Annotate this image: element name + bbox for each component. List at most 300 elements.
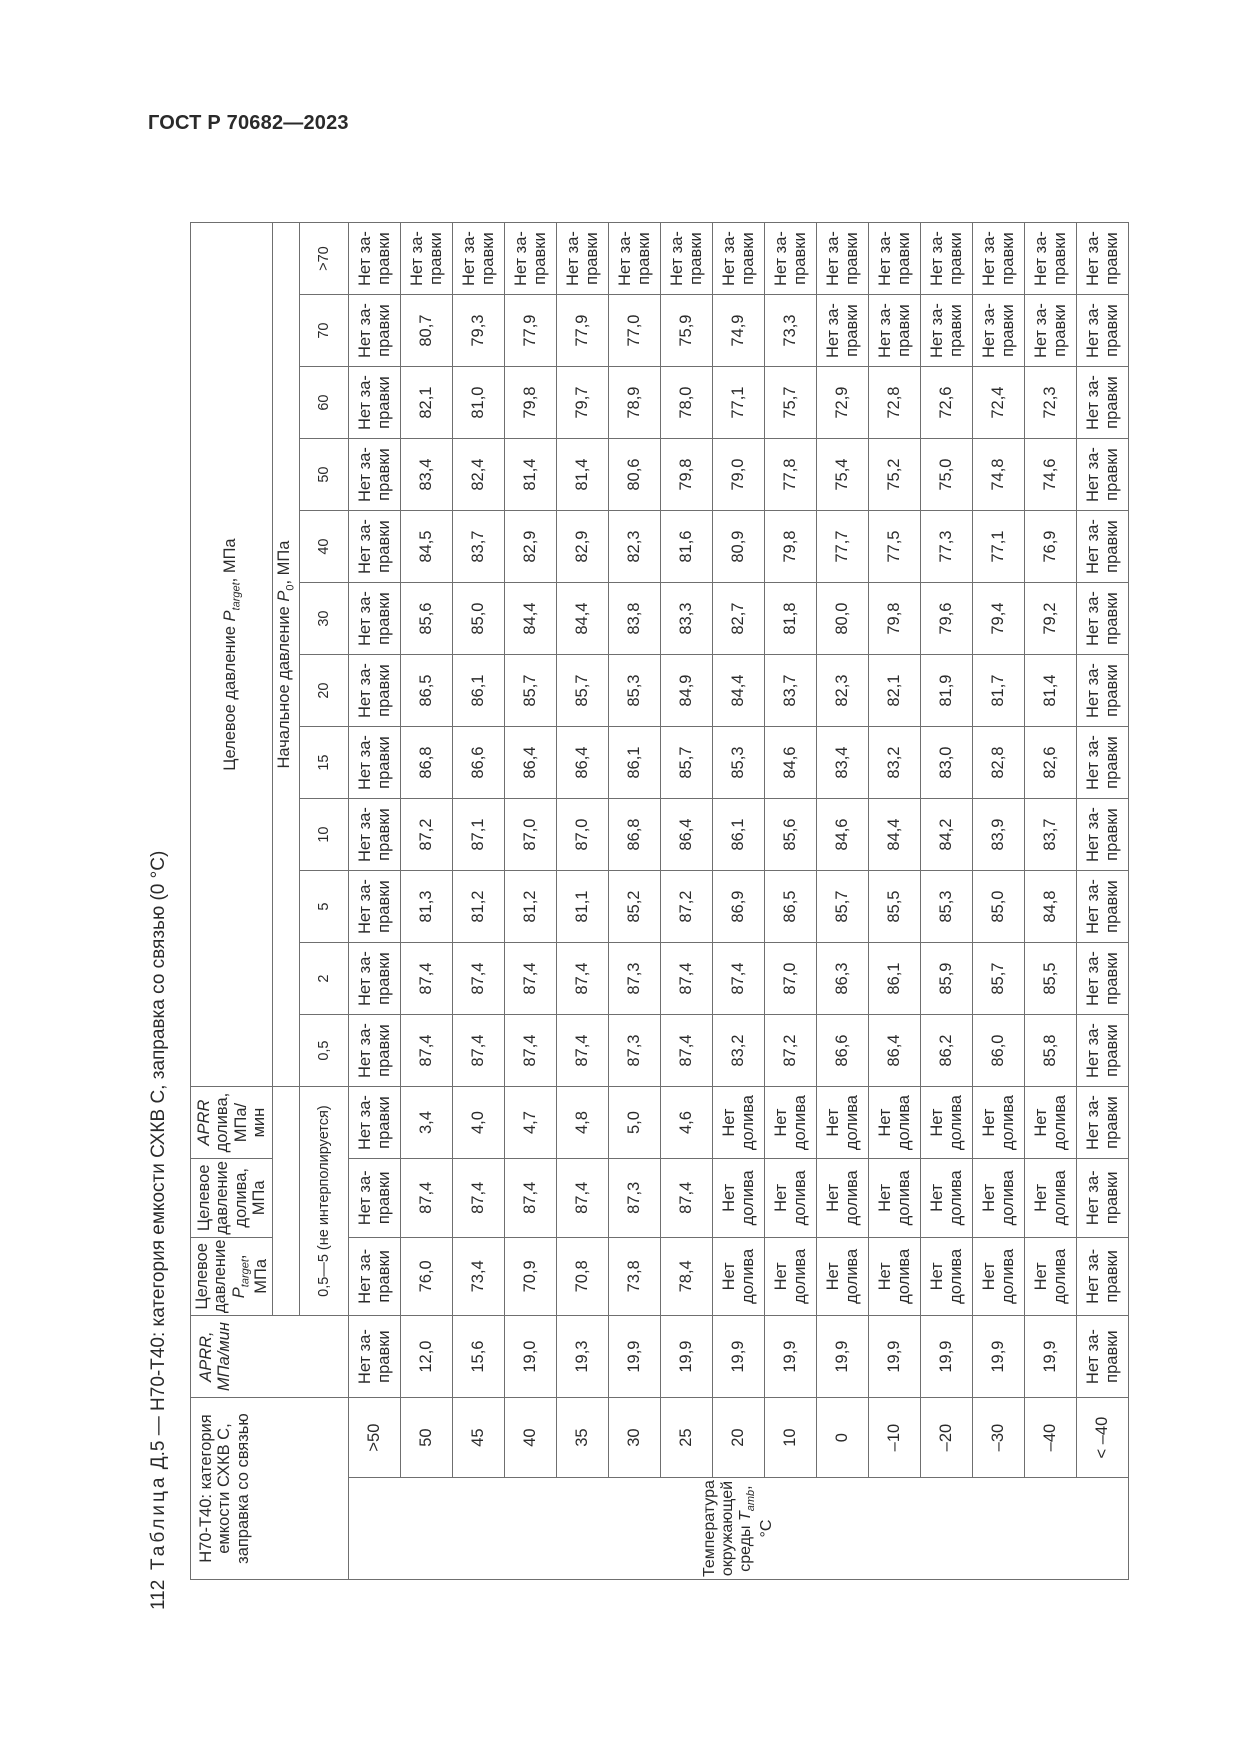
topoff-target-cell: Нет за-правки <box>349 1159 401 1238</box>
pressure-value-cell: 77,9 <box>557 295 609 367</box>
pressure-value-cell: Нет за-правки <box>349 223 401 295</box>
temperature-cell: 50 <box>401 1398 453 1478</box>
pressure-value-cell: 85,5 <box>1025 943 1077 1015</box>
pressure-value-cell: 87,4 <box>661 1015 713 1087</box>
target-pressure-group-header <box>191 223 273 1087</box>
pressure-value-cell: 72,8 <box>869 367 921 439</box>
pressure-value-cell: 87,4 <box>505 943 557 1015</box>
pressure-value-cell: Нет за-правки <box>869 295 921 367</box>
pressure-value-cell: 84,4 <box>869 799 921 871</box>
pressure-value-cell: Нет за-правки <box>1077 871 1129 943</box>
pressure-value-cell: 85,3 <box>609 655 661 727</box>
pressure-value-cell: 81,2 <box>505 871 557 943</box>
topoff-target-cell: 87,3 <box>609 1159 661 1238</box>
pressure-value-cell: 82,6 <box>1025 727 1077 799</box>
temperature-cell: 40 <box>505 1398 557 1478</box>
topoff-aprr-cell: Нет долива <box>973 1087 1025 1159</box>
aprr-cell: 19,9 <box>1025 1316 1077 1398</box>
pressure-value-cell: 79,8 <box>661 439 713 511</box>
temperature-cell: 0 <box>817 1398 869 1478</box>
pressure-value-cell: Нет за-правки <box>1077 799 1129 871</box>
pressure-value-cell: 83,4 <box>401 439 453 511</box>
table-row <box>869 223 921 1580</box>
pressure-value-cell: 83,9 <box>973 799 1025 871</box>
pressure-value-cell: 75,2 <box>869 439 921 511</box>
p0-column-header: 70 <box>300 295 349 367</box>
header-spacer <box>273 1087 300 1316</box>
pressure-value-cell: 87,4 <box>713 943 765 1015</box>
pressure-value-cell: 86,3 <box>817 943 869 1015</box>
rotated-table-region <box>148 160 1148 1610</box>
temperature-cell: 10 <box>765 1398 817 1478</box>
pressure-value-cell: 84,9 <box>661 655 713 727</box>
pressure-value-cell: 86,8 <box>401 727 453 799</box>
pressure-value-cell: 74,6 <box>1025 439 1077 511</box>
pressure-value-cell: 80,9 <box>713 511 765 583</box>
pressure-value-cell: 82,3 <box>609 511 661 583</box>
pressure-value-cell: 86,5 <box>765 871 817 943</box>
pressure-value-cell: 85,0 <box>973 871 1025 943</box>
pressure-value-cell: 85,3 <box>713 727 765 799</box>
no-interpolation-header: 0,5—5 (не интерполируется) <box>300 1087 349 1316</box>
p0-column-header: 5 <box>300 871 349 943</box>
pressure-value-cell: 82,1 <box>401 367 453 439</box>
aprr-cell: 19,9 <box>713 1316 765 1398</box>
target-pressure-group-text: Целевое давление <box>220 621 239 771</box>
pressure-value-cell: 79,8 <box>869 583 921 655</box>
topoff-aprr-cell: Нет долива <box>765 1087 817 1159</box>
target-pressure-cell: Нет за-правки <box>1077 1237 1129 1316</box>
pressure-value-cell: 77,7 <box>817 511 869 583</box>
aprr-cell: Нет за-правки <box>1077 1316 1129 1398</box>
pressure-value-cell: Нет за-правки <box>401 223 453 295</box>
target-pressure-col-text: Целевое давление <box>193 1239 230 1314</box>
target-pressure-cell: Нет долива <box>973 1237 1025 1316</box>
table-row <box>817 223 869 1580</box>
pressure-value-cell: 81,6 <box>661 511 713 583</box>
pressure-value-cell: 82,1 <box>869 655 921 727</box>
temperature-cell: 25 <box>661 1398 713 1478</box>
temperature-cell: 45 <box>453 1398 505 1478</box>
pressure-value-cell: 87,4 <box>401 1015 453 1087</box>
pressure-value-cell: 75,9 <box>661 295 713 367</box>
target-pressure-col-header <box>191 1237 273 1316</box>
p0-column-header: 20 <box>300 655 349 727</box>
pressure-value-cell: Нет за-правки <box>349 511 401 583</box>
p0-column-header: 40 <box>300 511 349 583</box>
pressure-value-cell: 81,8 <box>765 583 817 655</box>
target-pressure-group-subscript: target <box>230 582 242 611</box>
pressure-value-cell: 84,4 <box>557 583 609 655</box>
pressure-value-cell: 85,9 <box>921 943 973 1015</box>
pressure-value-cell: 87,4 <box>557 1015 609 1087</box>
pressure-value-cell: 87,4 <box>505 1015 557 1087</box>
pressure-value-cell: 87,4 <box>661 943 713 1015</box>
temperature-cell: –10 <box>869 1398 921 1478</box>
pressure-value-cell: 81,7 <box>973 655 1025 727</box>
pressure-value-cell: Нет за-правки <box>661 223 713 295</box>
topoff-target-cell: Нет долива <box>713 1159 765 1238</box>
pressure-value-cell: 77,1 <box>973 511 1025 583</box>
pressure-value-cell: Нет за-правки <box>349 295 401 367</box>
pressure-value-cell: 83,8 <box>609 583 661 655</box>
topoff-target-cell: Нет за-правки <box>1077 1159 1129 1238</box>
pressure-value-cell: Нет за-правки <box>349 943 401 1015</box>
pressure-value-cell: Нет за-правки <box>1077 583 1129 655</box>
pressure-value-cell: Нет за-правки <box>1077 439 1129 511</box>
temperature-cell: –30 <box>973 1398 1025 1478</box>
pressure-value-cell: 87,1 <box>453 799 505 871</box>
topoff-target-cell: 87,4 <box>557 1159 609 1238</box>
pressure-value-cell: 79,8 <box>505 367 557 439</box>
target-pressure-cell: 70,9 <box>505 1237 557 1316</box>
pressure-value-cell: Нет за-правки <box>817 223 869 295</box>
table-title <box>148 851 170 1570</box>
pressure-value-cell: 81,4 <box>505 439 557 511</box>
pressure-value-cell: 82,3 <box>817 655 869 727</box>
pressure-value-cell: 85,6 <box>401 583 453 655</box>
pressure-value-cell: 86,4 <box>505 727 557 799</box>
pressure-value-cell: 83,0 <box>921 727 973 799</box>
target-pressure-group-unit: , МПа <box>220 538 239 583</box>
pressure-value-cell: 82,7 <box>713 583 765 655</box>
target-pressure-cell: 73,4 <box>453 1237 505 1316</box>
document-header: ГОСТ Р 70682—2023 <box>148 112 349 134</box>
pressure-value-cell: Нет за-правки <box>349 727 401 799</box>
target-pressure-cell: Нет долива <box>713 1237 765 1316</box>
pressure-value-cell: 79,2 <box>1025 583 1077 655</box>
pressure-value-cell: 76,9 <box>1025 511 1077 583</box>
pressure-value-cell: 87,2 <box>661 871 713 943</box>
aprr-cell: Нет за-правки <box>349 1316 401 1398</box>
pressure-value-cell: Нет за-правки <box>973 223 1025 295</box>
pressure-value-cell: Нет за-правки <box>1077 223 1129 295</box>
pressure-value-cell: Нет за-правки <box>1077 511 1129 583</box>
topoff-aprr-cell: Нет за-правки <box>349 1087 401 1159</box>
topoff-aprr-cell: 4,7 <box>505 1087 557 1159</box>
topoff-aprr-cell: Нет долива <box>869 1087 921 1159</box>
initial-pressure-subscript: 0 <box>284 584 297 591</box>
pressure-value-cell: 87,4 <box>453 1015 505 1087</box>
pressure-value-cell: 87,0 <box>505 799 557 871</box>
pressure-value-cell: 77,9 <box>505 295 557 367</box>
pressure-value-cell: 83,4 <box>817 727 869 799</box>
pressure-value-cell: Нет за-правки <box>921 295 973 367</box>
pressure-value-cell: 81,0 <box>453 367 505 439</box>
p0-column-header: 15 <box>300 727 349 799</box>
pressure-value-cell: 81,9 <box>921 655 973 727</box>
pressure-value-cell: 85,5 <box>869 871 921 943</box>
temperature-cell: >50 <box>349 1398 401 1478</box>
pressure-value-cell: 80,7 <box>401 295 453 367</box>
topoff-target-cell: Нет долива <box>765 1159 817 1238</box>
pressure-value-cell: 79,6 <box>921 583 973 655</box>
pressure-value-cell: 87,3 <box>609 943 661 1015</box>
pressure-value-cell: 83,2 <box>869 727 921 799</box>
pressure-value-cell: 80,0 <box>817 583 869 655</box>
topoff-aprr-cell: 5,0 <box>609 1087 661 1159</box>
pressure-value-cell: 86,4 <box>661 799 713 871</box>
pressure-value-cell: Нет за-правки <box>1077 727 1129 799</box>
aprr-cell: 15,6 <box>453 1316 505 1398</box>
target-pressure-group-symbol: P <box>220 610 239 622</box>
table-row <box>921 223 973 1580</box>
p0-column-header: 50 <box>300 439 349 511</box>
ambient-temperature-subscript: amb <box>745 1489 758 1512</box>
pressure-value-cell: 84,6 <box>765 727 817 799</box>
pressure-value-cell: 75,7 <box>765 367 817 439</box>
pressure-value-cell: 84,2 <box>921 799 973 871</box>
aprr-cell: 19,9 <box>661 1316 713 1398</box>
pressure-value-cell: 81,4 <box>557 439 609 511</box>
pressure-value-cell: 87,3 <box>609 1015 661 1087</box>
pressure-value-cell: 78,9 <box>609 367 661 439</box>
pressure-value-cell: 82,8 <box>973 727 1025 799</box>
p0-column-header: 10 <box>300 799 349 871</box>
pressure-value-cell: Нет за-правки <box>349 367 401 439</box>
pressure-value-cell: Нет за-правки <box>1025 223 1077 295</box>
table-row <box>1077 223 1129 1580</box>
pressure-value-cell: 74,9 <box>713 295 765 367</box>
pressure-value-cell: 81,2 <box>453 871 505 943</box>
pressure-value-cell: 86,4 <box>557 727 609 799</box>
temperature-cell: –20 <box>921 1398 973 1478</box>
pressure-value-cell: 84,4 <box>713 655 765 727</box>
topoff-aprr-cell: Нет за-правки <box>1077 1087 1129 1159</box>
aprr-cell: 19,9 <box>869 1316 921 1398</box>
table-row <box>401 223 453 1580</box>
pressure-value-cell: 84,8 <box>1025 871 1077 943</box>
pressure-value-cell: 79,0 <box>713 439 765 511</box>
topoff-aprr-cell: Нет долива <box>1025 1087 1077 1159</box>
pressure-value-cell: 72,3 <box>1025 367 1077 439</box>
target-pressure-cell: 78,4 <box>661 1237 713 1316</box>
table-row <box>349 223 401 1580</box>
topoff-aprr-cell: 4,6 <box>661 1087 713 1159</box>
pressure-value-cell: 83,7 <box>453 511 505 583</box>
initial-pressure-unit: , МПа <box>275 540 294 585</box>
p0-column-header: 30 <box>300 583 349 655</box>
temperature-cell: 20 <box>713 1398 765 1478</box>
pressure-value-cell: 87,2 <box>401 799 453 871</box>
pressure-value-cell: 85,7 <box>505 655 557 727</box>
pressure-value-cell: Нет за-правки <box>1077 655 1129 727</box>
pressure-value-cell: 82,9 <box>505 511 557 583</box>
table-title-prefix: Таблица <box>148 1474 169 1570</box>
temperature-cell: < –40 <box>1077 1398 1129 1478</box>
topoff-aprr-cell: Нет долива <box>921 1087 973 1159</box>
aprr-cell: 19,0 <box>505 1316 557 1398</box>
aprr-cell: 19,9 <box>973 1316 1025 1398</box>
ambient-temperature-unit: , °С <box>737 1485 775 1538</box>
table-row <box>557 223 609 1580</box>
pressure-value-cell: 85,7 <box>973 943 1025 1015</box>
pressure-value-cell: 87,0 <box>765 943 817 1015</box>
pressure-value-cell: 85,8 <box>1025 1015 1077 1087</box>
pressure-value-cell: 85,3 <box>921 871 973 943</box>
pressure-value-cell: 87,4 <box>557 943 609 1015</box>
pressure-value-cell: 86,9 <box>713 871 765 943</box>
table-row <box>765 223 817 1580</box>
pressure-value-cell: 72,4 <box>973 367 1025 439</box>
topoff-target-cell: Нет долива <box>869 1159 921 1238</box>
table-title-text: Д.5 — Н70-Т40: категория емкости СХКВ С, заправка со связью (0 °С) <box>148 850 169 1470</box>
topoff-target-cell: 87,4 <box>505 1159 557 1238</box>
target-pressure-cell: Нет долива <box>765 1237 817 1316</box>
topoff-target-cell: 87,4 <box>453 1159 505 1238</box>
topoff-target-cell: 87,4 <box>661 1159 713 1238</box>
pressure-value-cell: Нет за-правки <box>1077 1015 1129 1087</box>
pressure-value-cell: 79,3 <box>453 295 505 367</box>
pressure-value-cell: 87,4 <box>401 943 453 1015</box>
aprr-cell: 19,3 <box>557 1316 609 1398</box>
ambient-temperature-label <box>349 1478 1129 1580</box>
pressure-value-cell: 72,9 <box>817 367 869 439</box>
aprr-cell: 19,9 <box>921 1316 973 1398</box>
topoff-target-cell: Нет долива <box>817 1159 869 1238</box>
pressure-value-cell: 83,3 <box>661 583 713 655</box>
page-number: 112 <box>148 1579 169 1610</box>
pressure-value-cell: 77,8 <box>765 439 817 511</box>
pressure-value-cell: 85,6 <box>765 799 817 871</box>
aprr-cell: 19,9 <box>765 1316 817 1398</box>
target-pressure-cell: Нет долива <box>817 1237 869 1316</box>
pressure-value-cell: 87,4 <box>453 943 505 1015</box>
pressure-value-cell: 82,4 <box>453 439 505 511</box>
topoff-target-cell: Нет долива <box>973 1159 1025 1238</box>
pressure-value-cell: 80,6 <box>609 439 661 511</box>
p0-column-header: 0,5 <box>300 1015 349 1087</box>
pressure-value-cell: Нет за-правки <box>1025 295 1077 367</box>
pressure-value-cell: Нет за-правки <box>349 871 401 943</box>
pressure-value-cell: Нет за-правки <box>973 295 1025 367</box>
pressure-value-cell: 85,7 <box>817 871 869 943</box>
pressure-value-cell: 86,6 <box>453 727 505 799</box>
pressure-value-cell: Нет за-правки <box>869 223 921 295</box>
aprr-cell: 12,0 <box>401 1316 453 1398</box>
initial-pressure-text: Начальное давление <box>275 601 294 769</box>
pressure-value-cell: 73,3 <box>765 295 817 367</box>
pressure-value-cell: 78,0 <box>661 367 713 439</box>
pressure-value-cell: 81,4 <box>1025 655 1077 727</box>
pressure-value-cell: 79,8 <box>765 511 817 583</box>
pressure-value-cell: 83,7 <box>765 655 817 727</box>
pressure-value-cell: 72,6 <box>921 367 973 439</box>
pressure-value-cell: 86,1 <box>453 655 505 727</box>
pressure-value-cell: Нет за-правки <box>349 799 401 871</box>
pressure-value-cell: 85,7 <box>661 727 713 799</box>
topoff-target-col-header: Целевое давление долива, МПа <box>191 1159 273 1238</box>
topoff-target-cell: Нет долива <box>921 1159 973 1238</box>
pressure-value-cell: 79,7 <box>557 367 609 439</box>
pressure-value-cell: Нет за-правки <box>349 1015 401 1087</box>
pressure-value-cell: 77,0 <box>609 295 661 367</box>
table-row <box>713 223 765 1580</box>
pressure-value-cell: Нет за-правки <box>817 295 869 367</box>
pressure-value-cell: Нет за-правки <box>1077 295 1129 367</box>
pressure-value-cell: 86,0 <box>973 1015 1025 1087</box>
pressure-value-cell: 86,1 <box>713 799 765 871</box>
topoff-aprr-text: долива, МПа/мин <box>213 1092 268 1153</box>
pressure-value-cell: Нет за-правки <box>505 223 557 295</box>
data-table <box>190 222 1129 1580</box>
aprr-cell: 19,9 <box>817 1316 869 1398</box>
pressure-value-cell: Нет за-правки <box>765 223 817 295</box>
topoff-aprr-cell: 4,8 <box>557 1087 609 1159</box>
target-pressure-cell: Нет за-правки <box>349 1237 401 1316</box>
pressure-value-cell: Нет за-правки <box>557 223 609 295</box>
temperature-cell: 30 <box>609 1398 661 1478</box>
pressure-value-cell: 77,1 <box>713 367 765 439</box>
target-pressure-cell: 76,0 <box>401 1237 453 1316</box>
topoff-aprr-symbol: APRR <box>194 1099 213 1146</box>
pressure-value-cell: 84,4 <box>505 583 557 655</box>
pressure-value-cell: 77,5 <box>869 511 921 583</box>
pressure-value-cell: Нет за-правки <box>453 223 505 295</box>
temperature-cell: 35 <box>557 1398 609 1478</box>
pressure-value-cell: 86,1 <box>609 727 661 799</box>
topoff-aprr-cell: 3,4 <box>401 1087 453 1159</box>
target-pressure-col-symbol: P <box>229 1287 248 1299</box>
table-row <box>1025 223 1077 1580</box>
pressure-value-cell: 86,6 <box>817 1015 869 1087</box>
pressure-value-cell: 83,7 <box>1025 799 1077 871</box>
pressure-value-cell: Нет за-правки <box>1077 367 1129 439</box>
pressure-value-cell: 87,2 <box>765 1015 817 1087</box>
table-row <box>453 223 505 1580</box>
table-row <box>505 223 557 1580</box>
target-pressure-cell: Нет долива <box>921 1237 973 1316</box>
pressure-value-cell: 75,4 <box>817 439 869 511</box>
pressure-value-cell: Нет за-правки <box>349 655 401 727</box>
pressure-value-cell: Нет за-правки <box>1077 943 1129 1015</box>
target-pressure-col-unit: , МПа <box>229 1254 270 1294</box>
topoff-aprr-cell: Нет долива <box>817 1087 869 1159</box>
aprr-header: APRR, МПа/мин <box>191 1316 349 1398</box>
pressure-value-cell: 86,8 <box>609 799 661 871</box>
pressure-value-cell: 75,0 <box>921 439 973 511</box>
pressure-value-cell: 82,9 <box>557 511 609 583</box>
initial-pressure-symbol: P <box>275 590 294 602</box>
pressure-value-cell: Нет за-правки <box>349 439 401 511</box>
topoff-aprr-cell: 4,0 <box>453 1087 505 1159</box>
pressure-value-cell: 85,2 <box>609 871 661 943</box>
target-pressure-cell: 73,8 <box>609 1237 661 1316</box>
pressure-value-cell: Нет за-правки <box>713 223 765 295</box>
pressure-value-cell: 74,8 <box>973 439 1025 511</box>
table-row <box>609 223 661 1580</box>
aprr-cell: 19,9 <box>609 1316 661 1398</box>
temperature-cell: –40 <box>1025 1398 1077 1478</box>
initial-pressure-group-header <box>273 223 300 1087</box>
target-pressure-cell: 70,8 <box>557 1237 609 1316</box>
pressure-value-cell: Нет за-правки <box>921 223 973 295</box>
pressure-value-cell: 77,3 <box>921 511 973 583</box>
pressure-value-cell: 86,5 <box>401 655 453 727</box>
p0-column-header: 2 <box>300 943 349 1015</box>
target-pressure-cell: Нет долива <box>869 1237 921 1316</box>
table-row <box>661 223 713 1580</box>
pressure-value-cell: 86,2 <box>921 1015 973 1087</box>
table-row <box>973 223 1025 1580</box>
pressure-value-cell: Нет за-правки <box>349 583 401 655</box>
ambient-temperature-text: Температура окружающей среды <box>701 1480 755 1577</box>
target-pressure-col-subscript: target <box>239 1259 252 1288</box>
pressure-value-cell: 85,0 <box>453 583 505 655</box>
topoff-target-cell: 87,4 <box>401 1159 453 1238</box>
pressure-value-cell: Нет за-правки <box>609 223 661 295</box>
pressure-value-cell: 79,4 <box>973 583 1025 655</box>
